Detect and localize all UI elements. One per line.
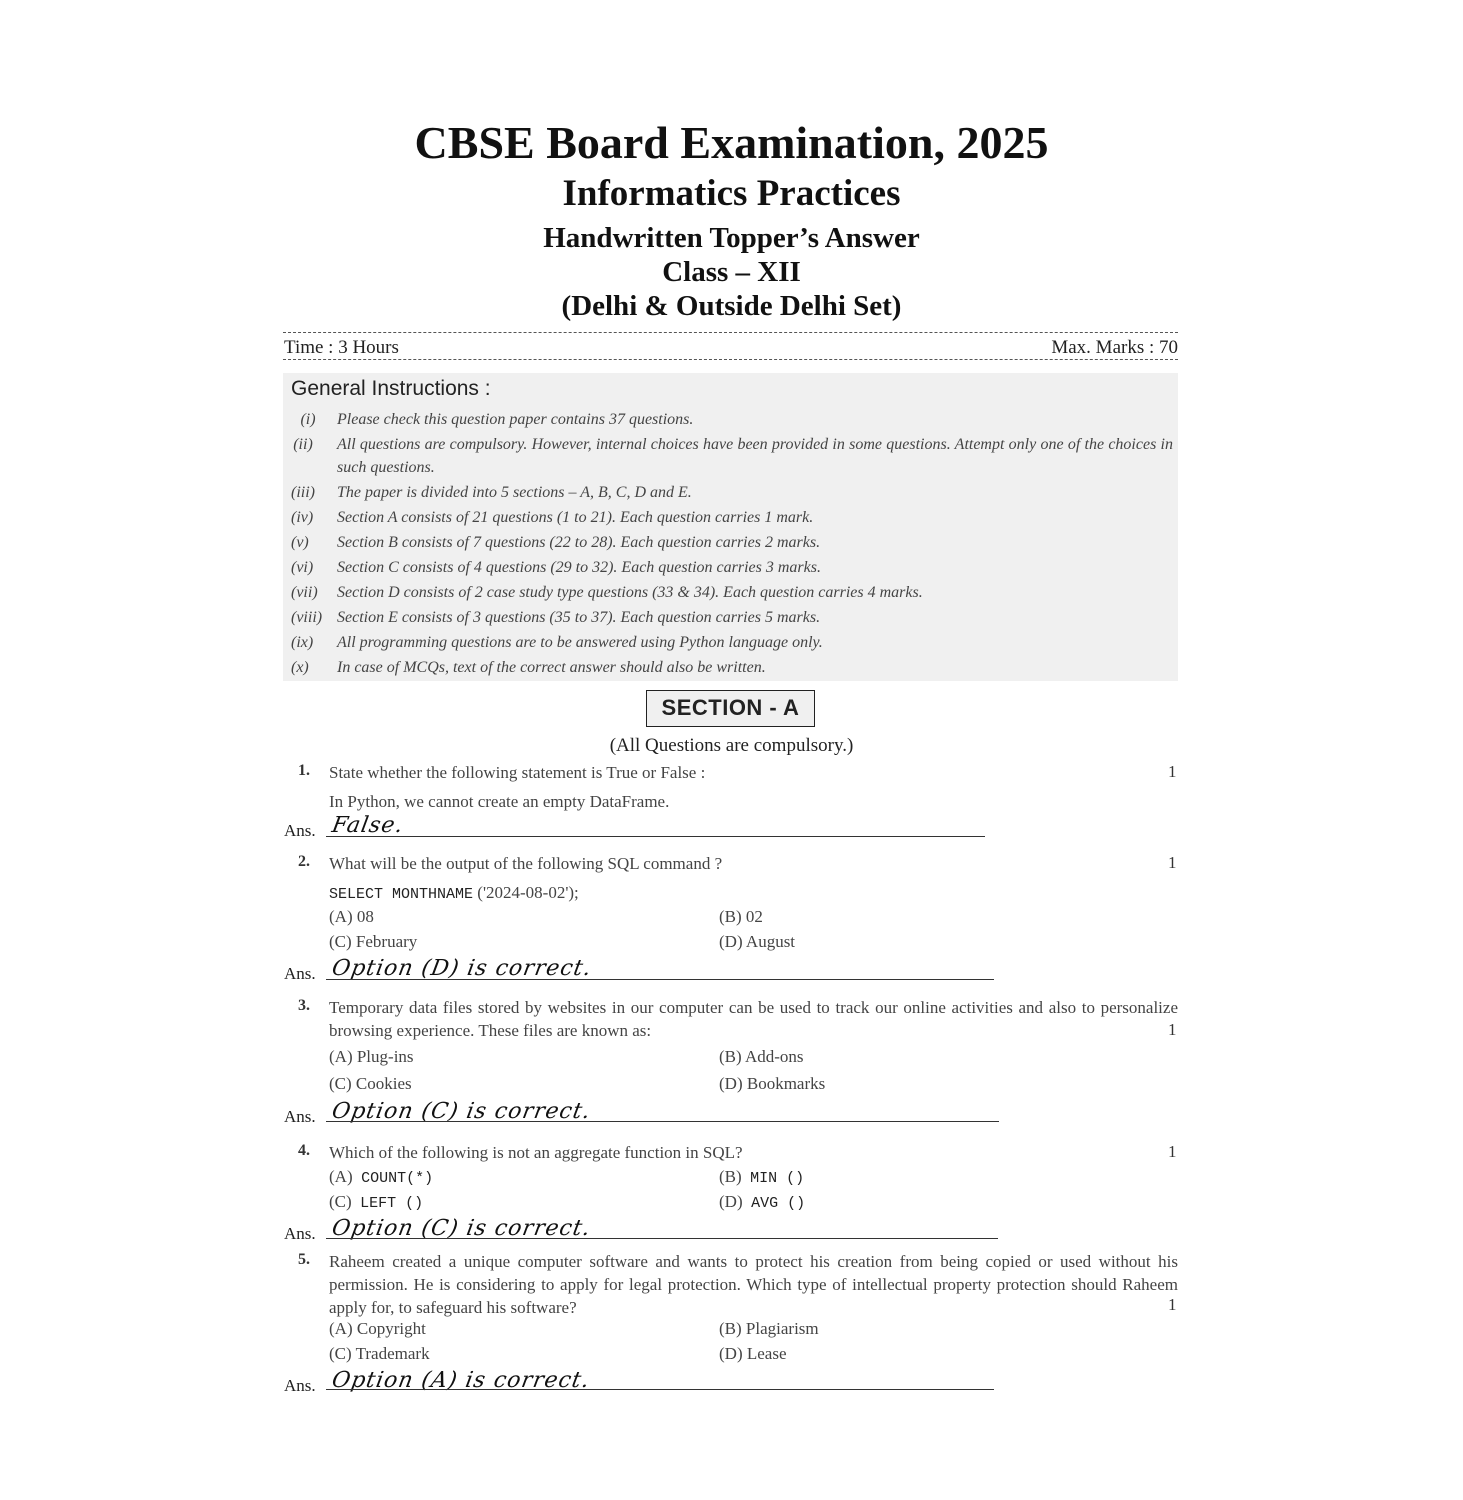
option-d: (D) August [719, 932, 796, 951]
question-text: What will be the output of the following SQL command ? [329, 854, 723, 873]
instruction-text: Section B consists of 7 questions (22 to 28). Each question carries 2 marks. [337, 534, 821, 551]
option-letter: (C) [329, 1192, 352, 1211]
option-b: (B) Add-ons [719, 1047, 804, 1066]
instruction-number: (ix) [291, 634, 314, 651]
instruction-text: Section C consists of 4 questions (29 to 32). Each question carries 3 marks. [337, 559, 821, 576]
instruction-number: (vii) [291, 584, 318, 601]
question-text: Raheem created a unique computer software and wants to protect his creation from being copied or used without his permission. He is considering to apply for legal protection. Which type of intellectual property protection should Raheem apply for, to safeguard his software? [329, 1252, 1178, 1317]
section-note: (All Questions are compulsory.) [609, 735, 854, 756]
option-a: (A) 08 [329, 907, 374, 926]
instruction-number: (iv) [291, 509, 314, 526]
divider-top [283, 332, 1178, 333]
class-label: Class – XII [662, 256, 801, 288]
option-d [719, 1192, 805, 1212]
handwritten-answer: Option (C) is correct. [330, 1216, 593, 1241]
question-number: 2. [298, 853, 310, 870]
option-a [329, 1167, 433, 1187]
option-c: (C) Trademark [329, 1344, 430, 1363]
answer-line [326, 1238, 998, 1239]
instruction-text: All programming questions are to be answered using Python language only. [337, 634, 823, 651]
handwritten-answer: Option (A) is correct. [330, 1368, 592, 1393]
option-a: (A) Plug-ins [329, 1047, 414, 1066]
instruction-number: (i) [300, 411, 316, 428]
divider-bottom [283, 359, 1178, 360]
set-label: (Delhi & Outside Delhi Set) [561, 290, 902, 322]
max-marks-label: Max. Marks : 70 [1051, 337, 1178, 358]
answer-line [326, 1121, 999, 1122]
question-statement: In Python, we cannot create an empty DataFrame. [329, 792, 670, 811]
subtitle: Handwritten Topper’s Answer [543, 222, 920, 254]
option-c [329, 1192, 423, 1212]
question-text: State whether the following statement is True or False : [329, 763, 706, 782]
option-c: (C) Cookies [329, 1074, 412, 1093]
instruction-number: (vi) [291, 559, 314, 576]
option-letter: (A) [329, 1167, 353, 1186]
question-text: Temporary data files stored by websites in our computer can be used to track our online activities and also to personalize browsing experience. These files are known as: [329, 998, 1178, 1040]
section-a-heading: SECTION - A [646, 690, 815, 727]
option-code: LEFT () [360, 1195, 424, 1212]
question-number: 3. [298, 997, 310, 1014]
option-letter: (B) [719, 1167, 742, 1186]
answer-label: Ans. [284, 1224, 316, 1243]
question-marks: 1 [1168, 1142, 1177, 1161]
question-marks: 1 [1168, 762, 1177, 781]
handwritten-answer: Option (C) is correct. [330, 1099, 593, 1124]
answer-line [326, 979, 994, 980]
answer-label: Ans. [284, 964, 316, 983]
handwritten-answer: Option (D) is correct. [330, 956, 594, 981]
option-code: AVG () [751, 1195, 806, 1212]
option-a: (A) Copyright [329, 1319, 426, 1338]
option-b [719, 1167, 804, 1187]
option-code: MIN () [750, 1170, 805, 1187]
time-label: Time : 3 Hours [284, 337, 399, 358]
answer-label: Ans. [284, 821, 316, 840]
question-number: 1. [298, 762, 310, 779]
option-d: (D) Bookmarks [719, 1074, 826, 1093]
question-text: Which of the following is not an aggregate function in SQL? [329, 1143, 743, 1162]
answer-label: Ans. [284, 1107, 316, 1126]
question-marks: 1 [1168, 1295, 1177, 1314]
instruction-number: (ii) [293, 436, 313, 453]
question-number: 5. [298, 1251, 310, 1268]
instruction-text: The paper is divided into 5 sections – A, B, C, D and E. [337, 484, 692, 501]
handwritten-answer: False. [330, 813, 406, 838]
sql-argument: ('2024-08-02'); [477, 883, 579, 902]
option-code: COUNT(*) [361, 1170, 434, 1187]
instruction-text: Section E consists of 3 questions (35 to 37). Each question carries 5 marks. [337, 609, 821, 626]
instruction-text: Please check this question paper contains 37 questions. [337, 411, 694, 428]
question-number: 4. [298, 1142, 310, 1159]
instruction-number: (iii) [291, 484, 315, 501]
instruction-text: In case of MCQs, text of the correct answer should also be written. [337, 659, 766, 676]
sql-keyword: SELECT MONTHNAME [329, 886, 474, 903]
option-b: (B) Plagiarism [719, 1319, 819, 1338]
instruction-number: (v) [291, 534, 309, 551]
exam-title: CBSE Board Examination, 2025 [414, 117, 1049, 168]
answer-line [326, 1389, 994, 1390]
instruction-text: All questions are compulsory. However, internal choices have been provided in some questions. Attempt only one of the choices in such questions. [337, 436, 1173, 476]
answer-label: Ans. [284, 1376, 316, 1395]
option-c: (C) February [329, 932, 418, 951]
question-marks: 1 [1168, 853, 1177, 872]
instruction-text: Section A consists of 21 questions (1 to 21). Each question carries 1 mark. [337, 509, 814, 526]
instruction-number: (x) [291, 659, 309, 676]
option-letter: (D) [719, 1192, 743, 1211]
instruction-text: Section D consists of 2 case study type questions (33 & 34). Each question carries 4 marks. [337, 584, 923, 601]
option-b: (B) 02 [719, 907, 763, 926]
option-d: (D) Lease [719, 1344, 787, 1363]
question-marks: 1 [1168, 1020, 1177, 1039]
instructions-heading: General Instructions : [291, 377, 491, 400]
subject-title: Informatics Practices [562, 173, 901, 214]
answer-line [326, 836, 985, 837]
instruction-number: (viii) [291, 609, 323, 626]
sql-command [329, 881, 1178, 906]
